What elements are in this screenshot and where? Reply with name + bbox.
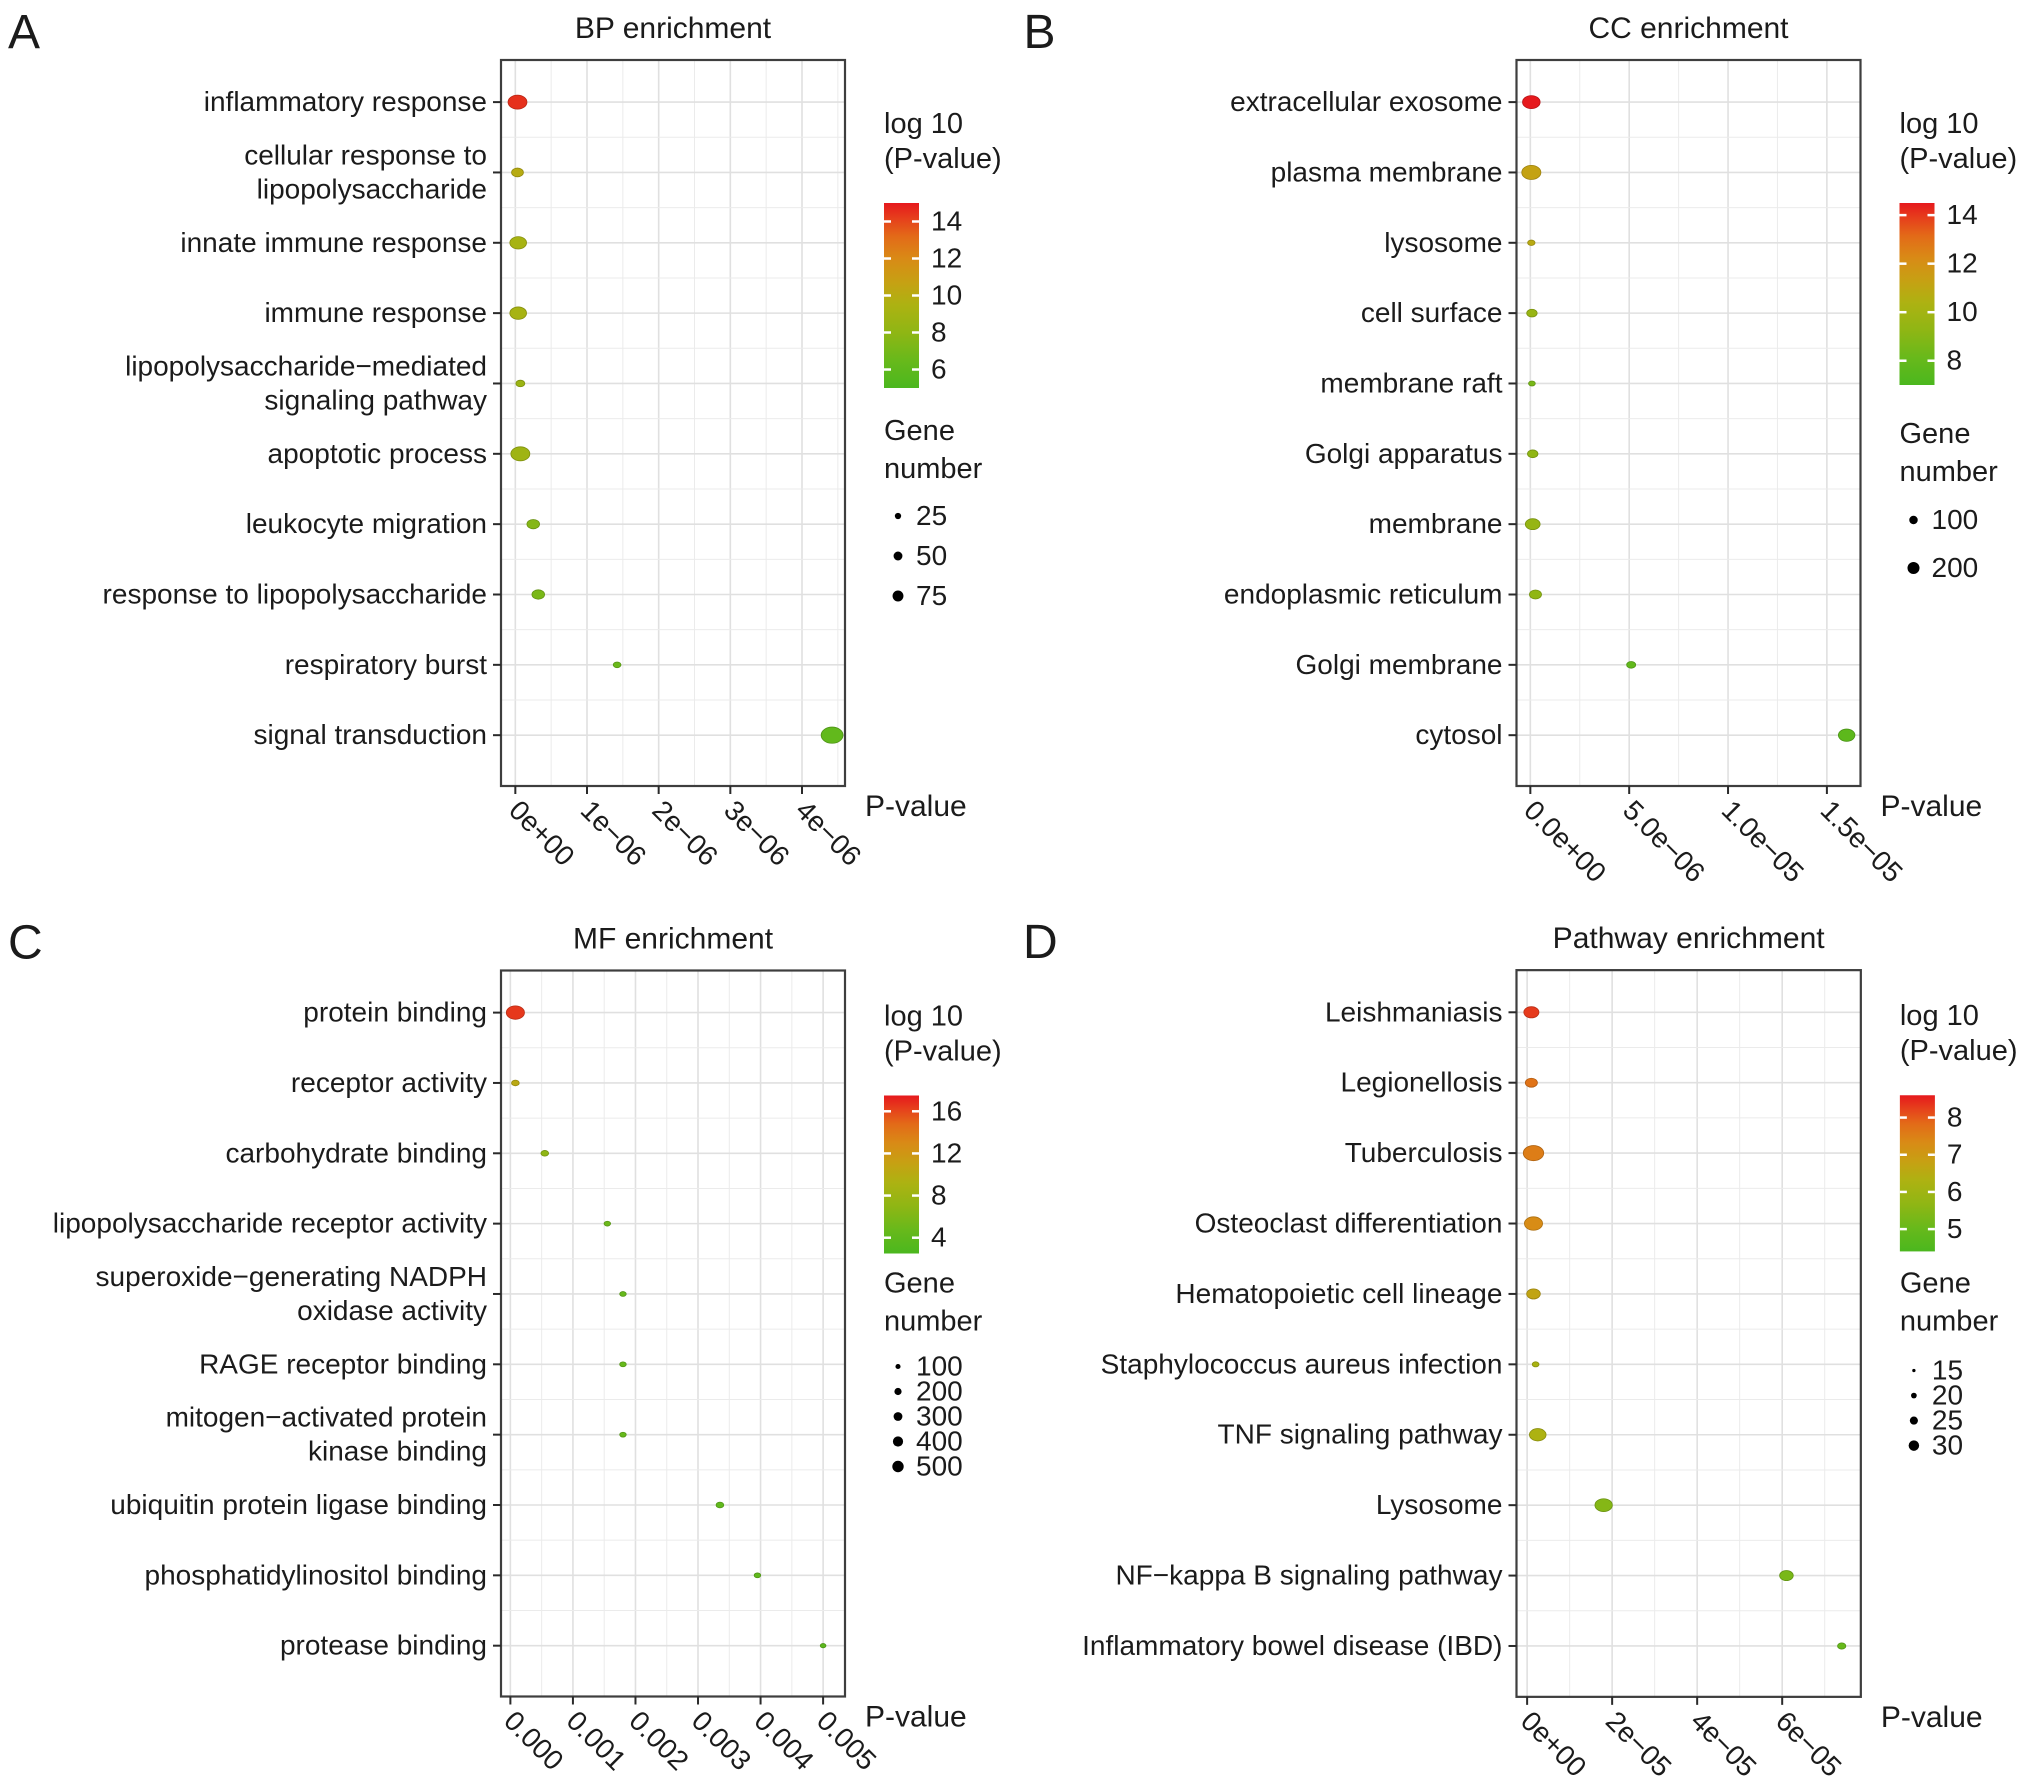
color-legend-value: 12 xyxy=(931,1137,963,1169)
size-legend-value: 200 xyxy=(916,1375,963,1407)
x-tick-label: 0.004 xyxy=(748,1704,820,1777)
plot-border xyxy=(501,971,845,1697)
color-legend-value: 7 xyxy=(1946,1138,1963,1170)
category-label: kinase binding xyxy=(307,1435,487,1467)
plot-border xyxy=(1517,60,1861,786)
x-tick-label: 0.003 xyxy=(685,1704,758,1777)
data-point xyxy=(1838,729,1855,741)
x-tick-label: 5.0e−06 xyxy=(1616,794,1711,889)
data-point xyxy=(516,380,525,387)
category-label: carbohydrate binding xyxy=(225,1137,487,1169)
size-legend-dot xyxy=(893,1436,903,1446)
size-legend-value: 25 xyxy=(916,500,948,531)
data-point xyxy=(1527,450,1537,458)
x-tick-label: 1.5e−05 xyxy=(1814,794,1909,889)
x-axis-title: P-value xyxy=(1880,790,1983,823)
data-point xyxy=(1529,590,1541,599)
color-legend-title: log 10 xyxy=(1899,1000,1979,1033)
category-label: mitogen−activated protein xyxy=(165,1401,487,1433)
category-label: signal transduction xyxy=(253,719,487,751)
category-label: Hematopoietic cell lineage xyxy=(1175,1277,1503,1309)
data-point xyxy=(1523,96,1541,109)
size-legend-dot xyxy=(895,1364,900,1369)
category-label: leukocyte migration xyxy=(245,508,487,540)
category-label: endoplasmic reticulum xyxy=(1223,578,1503,610)
panel-d-pathway-enrichment xyxy=(1015,892,2031,1785)
color-legend-value: 8 xyxy=(1946,344,1963,376)
color-legend-value: 6 xyxy=(931,353,947,385)
size-legend-value: 50 xyxy=(916,540,948,571)
size-legend-title: number xyxy=(1899,456,1998,488)
size-legend-dot xyxy=(894,1412,903,1421)
size-legend-title: Gene xyxy=(1899,1267,1971,1300)
x-tick-label: 6e−05 xyxy=(1769,1705,1848,1783)
category-label: RAGE receptor binding xyxy=(199,1348,487,1380)
x-axis-title: P-value xyxy=(865,790,967,823)
data-point xyxy=(1525,1078,1537,1087)
category-label: inflammatory response xyxy=(203,86,487,118)
data-point xyxy=(527,519,540,528)
category-label: lipopolysaccharide−mediated xyxy=(125,350,487,382)
panel-title: MF enrichment xyxy=(572,922,774,956)
color-legend-value: 8 xyxy=(931,316,947,348)
x-tick-label: 0.000 xyxy=(498,1704,570,1777)
color-legend-value: 6 xyxy=(1946,1175,1963,1207)
data-point xyxy=(821,727,843,743)
color-legend-bar xyxy=(884,1096,919,1254)
category-label: extracellular exosome xyxy=(1230,86,1503,118)
data-point xyxy=(1838,1643,1846,1649)
x-tick-label: 4e−06 xyxy=(789,794,868,872)
data-point xyxy=(1525,519,1540,530)
size-legend-title: number xyxy=(1899,1305,1999,1338)
category-label: membrane xyxy=(1368,508,1503,540)
x-tick-label: 0.0e+00 xyxy=(1518,794,1613,889)
data-point xyxy=(511,447,530,461)
size-legend-dot xyxy=(894,1388,901,1395)
size-legend-title: Gene xyxy=(884,1267,955,1300)
panel-a-bp-enrichment xyxy=(0,0,1015,892)
size-legend-value: 400 xyxy=(916,1425,963,1457)
x-tick-label: 4e−05 xyxy=(1684,1705,1763,1783)
category-label: superoxide−generating NADPH xyxy=(95,1260,487,1292)
size-legend-dot xyxy=(894,552,903,561)
panel-c-mf-enrichment xyxy=(0,892,1015,1785)
data-point xyxy=(754,1573,761,1578)
x-tick-label: 2e−06 xyxy=(646,794,724,872)
data-point xyxy=(1532,1362,1539,1367)
category-label: phosphatidylinositol binding xyxy=(144,1559,487,1591)
size-legend-value: 500 xyxy=(916,1450,963,1482)
category-label: Legionellosis xyxy=(1340,1066,1503,1098)
category-label: TNF signaling pathway xyxy=(1217,1418,1503,1450)
category-label: immune response xyxy=(264,297,487,329)
color-legend-title: log 10 xyxy=(1899,108,1979,140)
plot-border xyxy=(501,60,845,786)
data-point xyxy=(1523,1146,1543,1161)
data-point xyxy=(820,1644,826,1648)
data-point xyxy=(1780,1571,1794,1581)
category-label: Inflammatory bowel disease (IBD) xyxy=(1082,1629,1503,1661)
size-legend-title: number xyxy=(884,1305,983,1338)
data-point xyxy=(508,95,527,109)
size-legend-value: 15 xyxy=(1931,1354,1964,1386)
color-legend-bar xyxy=(1900,203,1935,385)
color-legend-title: (P-value) xyxy=(1899,143,2018,175)
data-point xyxy=(620,1292,627,1297)
size-legend-dot xyxy=(893,591,904,602)
color-legend-value: 12 xyxy=(931,242,963,274)
category-label: cytosol xyxy=(1415,719,1503,751)
panel-title: BP enrichment xyxy=(574,12,772,45)
color-legend-value: 14 xyxy=(1946,199,1978,231)
color-legend-title: log 10 xyxy=(884,108,964,140)
plot-border xyxy=(1516,970,1860,1697)
color-legend-value: 4 xyxy=(931,1221,947,1253)
size-legend-dot xyxy=(1909,1440,1919,1450)
size-legend-dot xyxy=(1912,1369,1915,1372)
data-point xyxy=(1529,1429,1546,1441)
size-legend-value: 75 xyxy=(916,580,948,611)
data-point xyxy=(1527,1289,1541,1299)
category-label: ubiquitin protein ligase binding xyxy=(110,1488,487,1520)
data-point xyxy=(506,1006,524,1019)
color-legend-value: 16 xyxy=(931,1095,963,1127)
color-legend-value: 10 xyxy=(1946,296,1978,328)
size-legend-title: Gene xyxy=(1899,418,1971,450)
data-point xyxy=(1529,381,1536,386)
data-point xyxy=(620,1362,627,1367)
data-point xyxy=(510,307,527,319)
x-tick-label: 0.005 xyxy=(810,1704,883,1777)
data-point xyxy=(716,1502,724,1508)
data-point xyxy=(532,590,545,599)
data-point xyxy=(620,1432,627,1437)
category-label: cellular response to xyxy=(244,139,487,171)
category-label: membrane raft xyxy=(1320,367,1503,399)
category-label: respiratory burst xyxy=(284,648,487,680)
size-legend-dot xyxy=(1909,516,1918,525)
x-tick-label: 2e−05 xyxy=(1599,1705,1678,1783)
x-axis-title: P-value xyxy=(1880,1700,1983,1734)
data-point xyxy=(604,1221,611,1226)
size-legend-dot xyxy=(892,1461,903,1472)
size-legend-title: Gene xyxy=(884,415,955,447)
x-tick-label: 1.0e−05 xyxy=(1715,794,1810,889)
color-legend-value: 12 xyxy=(1946,247,1978,279)
color-legend-title: (P-value) xyxy=(884,143,1002,175)
category-label: oxidase activity xyxy=(297,1294,487,1326)
size-legend-dot xyxy=(895,513,901,519)
category-label: lipopolysaccharide receptor activity xyxy=(52,1207,487,1239)
category-label: Staphylococcus aureus infection xyxy=(1100,1348,1503,1380)
data-point xyxy=(1595,1499,1612,1512)
size-legend-value: 100 xyxy=(1931,504,1979,535)
category-label: NF−kappa B signaling pathway xyxy=(1115,1559,1503,1591)
color-legend-value: 8 xyxy=(1946,1101,1963,1133)
size-legend-value: 25 xyxy=(1931,1404,1964,1436)
size-legend-dot xyxy=(1910,1417,1918,1425)
size-legend-value: 20 xyxy=(1931,1379,1964,1411)
data-point xyxy=(1627,661,1636,668)
data-point xyxy=(541,1150,549,1156)
color-legend-title: (P-value) xyxy=(884,1035,1002,1068)
category-label: innate immune response xyxy=(180,226,487,258)
data-point xyxy=(512,1080,520,1086)
category-label: Lysosome xyxy=(1375,1489,1503,1521)
color-legend-value: 10 xyxy=(931,279,963,311)
x-tick-label: 1e−06 xyxy=(574,794,653,872)
category-label: Golgi membrane xyxy=(1295,648,1503,680)
category-label: apoptotic process xyxy=(267,437,487,469)
category-label: Golgi apparatus xyxy=(1304,437,1503,469)
data-point xyxy=(512,168,524,177)
color-legend-title: (P-value) xyxy=(1899,1035,2018,1068)
size-legend-value: 30 xyxy=(1931,1429,1964,1461)
panel-letter: C xyxy=(8,916,43,970)
size-legend-title: number xyxy=(884,453,983,485)
panel-letter: A xyxy=(8,6,41,59)
category-label: lysosome xyxy=(1384,226,1503,258)
panel-b-cc-enrichment xyxy=(1015,0,2031,892)
category-label: plasma membrane xyxy=(1270,156,1503,188)
x-tick-label: 0e+00 xyxy=(503,794,581,872)
panel-title: CC enrichment xyxy=(1588,12,1789,45)
x-tick-label: 0.002 xyxy=(623,1704,695,1777)
data-point xyxy=(510,237,527,249)
category-label: cell surface xyxy=(1360,297,1503,329)
category-label: protease binding xyxy=(279,1629,487,1661)
category-label: lipopolysaccharide xyxy=(256,173,487,205)
x-tick-label: 0.001 xyxy=(560,1704,633,1777)
color-legend-value: 8 xyxy=(931,1179,947,1211)
x-axis-title: P-value xyxy=(865,1700,967,1734)
color-legend-title: log 10 xyxy=(884,1000,964,1033)
data-point xyxy=(1528,240,1535,245)
panel-title: Pathway enrichment xyxy=(1552,922,1825,956)
size-legend-value: 200 xyxy=(1931,552,1979,583)
size-legend-value: 300 xyxy=(916,1400,963,1432)
category-label: receptor activity xyxy=(290,1066,487,1098)
data-point xyxy=(1524,1007,1539,1018)
data-point xyxy=(1522,165,1541,179)
category-label: Tuberculosis xyxy=(1344,1137,1503,1169)
category-label: Osteoclast differentiation xyxy=(1194,1207,1503,1239)
size-legend-value: 100 xyxy=(916,1350,963,1382)
color-legend-value: 14 xyxy=(931,205,963,237)
data-point xyxy=(1524,1217,1542,1230)
size-legend-dot xyxy=(1907,562,1919,574)
category-label: response to lipopolysaccharide xyxy=(102,578,487,610)
category-label: Leishmaniasis xyxy=(1324,996,1503,1028)
category-label: signaling pathway xyxy=(264,384,487,416)
x-tick-label: 3e−06 xyxy=(718,794,796,872)
panel-letter: D xyxy=(1023,916,1058,970)
x-tick-label: 0e+00 xyxy=(1514,1705,1593,1783)
color-legend-value: 5 xyxy=(1946,1213,1963,1245)
size-legend-dot xyxy=(1911,1393,1917,1399)
data-point xyxy=(1527,309,1537,317)
data-point xyxy=(613,662,621,668)
panel-letter: B xyxy=(1023,6,1056,59)
category-label: protein binding xyxy=(303,996,487,1028)
